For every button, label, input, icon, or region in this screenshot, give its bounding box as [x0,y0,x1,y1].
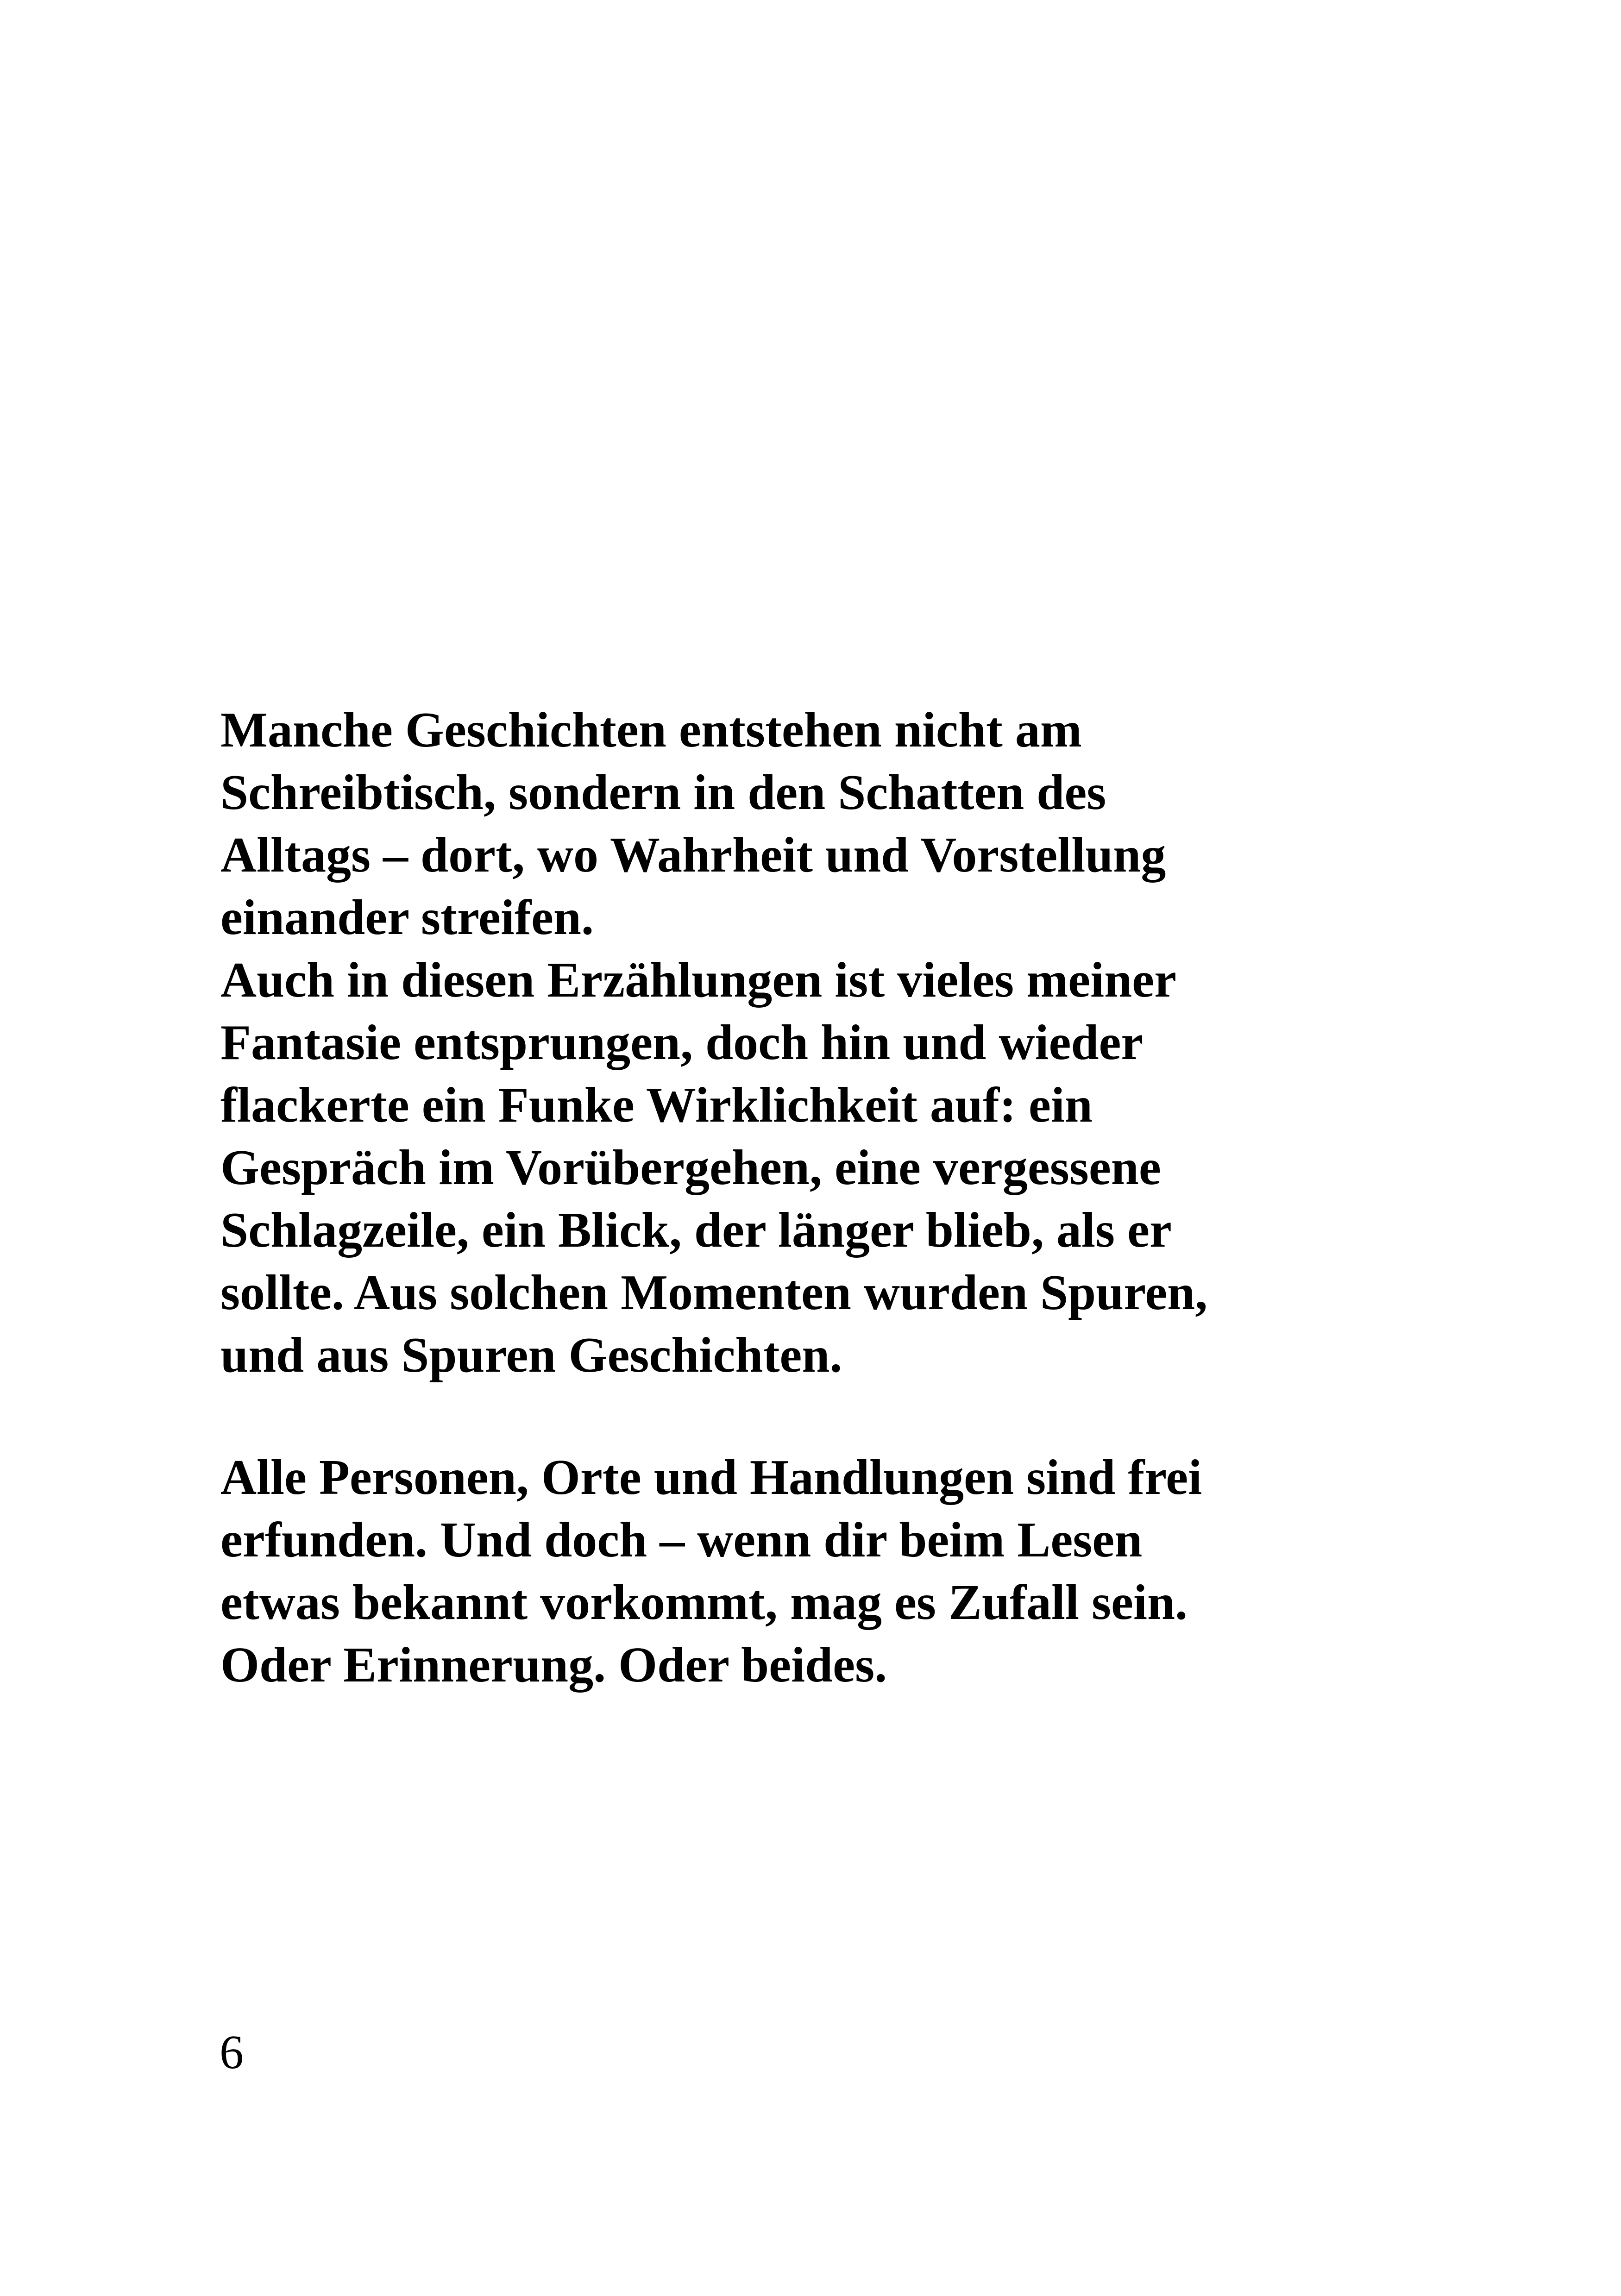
text-line: flackerte ein Funke Wirklichkeit auf: ein [220,1078,1093,1133]
paragraph-disclaimer [220,1446,1332,1696]
text-line: etwas bekannt vorkommt, mag es Zufall sein. [220,1575,1188,1630]
text-line: sollte. Aus solchen Momenten wurden Spuren, [220,1265,1208,1320]
text-line: einander streifen. [220,890,594,945]
text-line: Oder Erinnerung. Oder beides. [220,1637,887,1693]
text-line: Manche Geschichten entstehen nicht am [220,703,1082,758]
text-line: Alle Personen, Orte und Handlungen sind frei [220,1450,1202,1505]
text-line: erfunden. Und doch – wenn dir beim Lesen [220,1512,1143,1568]
text-line: Alltags – dort, wo Wahrheit und Vorstellung [220,828,1166,883]
page-number: 6 [220,2026,244,2079]
text-line: Schreibtisch, sondern in den Schatten des [220,765,1106,820]
text-line: Fantasie entsprungen, doch hin und wieder [220,1015,1143,1070]
paragraph-intro [220,699,1332,1386]
text-line: Auch in diesen Erzählungen ist vieles meiner [220,953,1177,1008]
text-line: Schlagzeile, ein Blick, der länger blieb, als er [220,1203,1172,1258]
text-line: Gespräch im Vorübergehen, eine vergessene [220,1140,1161,1195]
text-line: und aus Spuren Geschichten. [220,1328,842,1383]
